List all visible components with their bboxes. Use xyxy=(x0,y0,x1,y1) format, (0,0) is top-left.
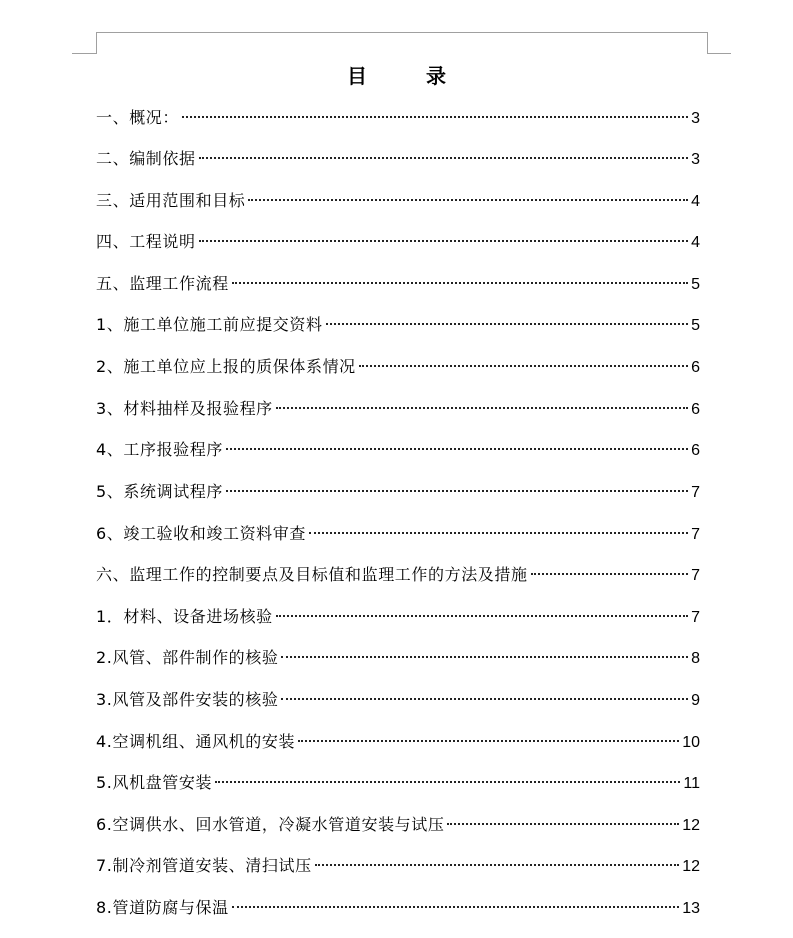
crop-mark-top-left-vertical xyxy=(96,32,97,54)
toc-entry-label: 5、系统调试程序 xyxy=(96,482,223,501)
toc-dot-leader xyxy=(232,282,688,284)
toc-entry-2[interactable] xyxy=(96,147,700,171)
toc-page-number: 7 xyxy=(691,567,700,584)
toc-page-number: 3 xyxy=(691,151,700,168)
toc-page-number: 12 xyxy=(682,817,700,834)
toc-entry-20[interactable] xyxy=(96,896,700,920)
toc-entry-19[interactable] xyxy=(96,854,700,878)
toc-entry-label: 6.空调供水、回水管道，冷凝水管道安装与试压 xyxy=(96,815,445,834)
toc-entry-label: 3、材料抽样及报验程序 xyxy=(96,399,273,418)
toc-dot-leader xyxy=(199,157,688,159)
toc-entry-5[interactable] xyxy=(96,272,700,296)
crop-mark-top-right-horizontal xyxy=(707,53,731,54)
toc-dot-leader xyxy=(531,573,688,575)
toc-dot-leader xyxy=(226,448,688,450)
crop-mark-top-right-vertical xyxy=(707,32,708,54)
toc-entry-18[interactable] xyxy=(96,813,700,837)
toc-page-number: 8 xyxy=(691,650,700,667)
toc-dot-leader xyxy=(215,781,680,783)
toc-dot-leader xyxy=(199,240,688,242)
toc-entry-17[interactable] xyxy=(96,771,700,795)
toc-page-number: 6 xyxy=(691,359,700,376)
toc-entry-14[interactable] xyxy=(96,646,700,670)
toc-dot-leader xyxy=(315,864,680,866)
toc-entry-label: 六、监理工作的控制要点及目标值和监理工作的方法及措施 xyxy=(96,565,528,584)
toc-entry-10[interactable] xyxy=(96,480,700,504)
toc-entry-label: 2.风管、部件制作的核验 xyxy=(96,648,279,667)
toc-page-number: 11 xyxy=(683,775,700,792)
toc-dot-leader xyxy=(182,116,688,118)
toc-entry-label: 二、编制依据 xyxy=(96,149,196,168)
toc-dot-leader xyxy=(309,532,688,534)
toc-entry-label: 四、工程说明 xyxy=(96,232,196,251)
toc-dot-leader xyxy=(447,823,679,825)
toc-entry-label: 4、工序报验程序 xyxy=(96,440,223,459)
toc-page-number: 5 xyxy=(691,317,700,334)
toc-page-number: 6 xyxy=(691,401,700,418)
toc-page-number: 4 xyxy=(691,234,700,251)
toc-entry-label: 三、适用范围和目标 xyxy=(96,191,246,210)
toc-dot-leader xyxy=(326,323,689,325)
toc-page-number: 7 xyxy=(691,526,700,543)
toc-entry-11[interactable] xyxy=(96,522,700,546)
toc-entry-7[interactable] xyxy=(96,355,700,379)
toc-entry-13[interactable] xyxy=(96,605,700,629)
toc-page-number: 4 xyxy=(691,193,700,210)
toc-page-number: 6 xyxy=(691,442,700,459)
toc-entry-label: 1、施工单位施工前应提交资料 xyxy=(96,315,323,334)
toc-entry-label: 3.风管及部件安装的核验 xyxy=(96,690,279,709)
toc-dot-leader xyxy=(276,407,688,409)
toc-page-number: 13 xyxy=(682,900,700,917)
toc-page-number: 5 xyxy=(691,276,700,293)
toc-page-number: 12 xyxy=(682,858,700,875)
toc-dot-leader xyxy=(298,740,679,742)
toc-entry-label: 1．材料、设备进场核验 xyxy=(96,607,273,626)
toc-entry-12[interactable] xyxy=(96,563,700,587)
toc-entry-6[interactable] xyxy=(96,313,700,337)
toc-entry-1[interactable] xyxy=(96,106,700,130)
header-line xyxy=(96,32,708,33)
toc-entry-label: 7.制冷剂管道安装、清扫试压 xyxy=(96,856,312,875)
toc-entry-4[interactable] xyxy=(96,230,700,254)
crop-mark-top-left-horizontal xyxy=(72,53,96,54)
page-title: 目 录 xyxy=(347,64,472,88)
toc-entry-label: 2、施工单位应上报的质保体系情况 xyxy=(96,357,356,376)
toc-dot-leader xyxy=(232,906,680,908)
toc-dot-leader xyxy=(226,490,688,492)
toc-entry-label: 5.风机盘管安装 xyxy=(96,773,213,792)
toc-page-number: 7 xyxy=(691,484,700,501)
toc-entry-label: 一、概况： xyxy=(96,108,180,127)
toc-dot-leader xyxy=(281,698,688,700)
toc-entry-8[interactable] xyxy=(96,397,700,421)
toc-entry-label: 6、竣工验收和竣工资料审查 xyxy=(96,524,306,543)
toc-page-number: 10 xyxy=(682,734,700,751)
toc-entry-label: 8.管道防腐与保温 xyxy=(96,898,229,917)
toc-page-number: 3 xyxy=(691,110,700,127)
toc-dot-leader xyxy=(248,199,688,201)
toc-dot-leader xyxy=(359,365,688,367)
toc-entry-label: 五、监理工作流程 xyxy=(96,274,229,293)
toc-entry-9[interactable] xyxy=(96,438,700,462)
toc-entry-label: 4.空调机组、通风机的安装 xyxy=(96,732,296,751)
toc-entry-16[interactable] xyxy=(96,730,700,754)
toc-dot-leader xyxy=(276,615,688,617)
toc-page-number: 7 xyxy=(691,609,700,626)
toc-dot-leader xyxy=(281,656,688,658)
toc-entry-15[interactable] xyxy=(96,688,700,712)
toc-page-number: 9 xyxy=(691,692,700,709)
toc-entry-3[interactable] xyxy=(96,189,700,213)
